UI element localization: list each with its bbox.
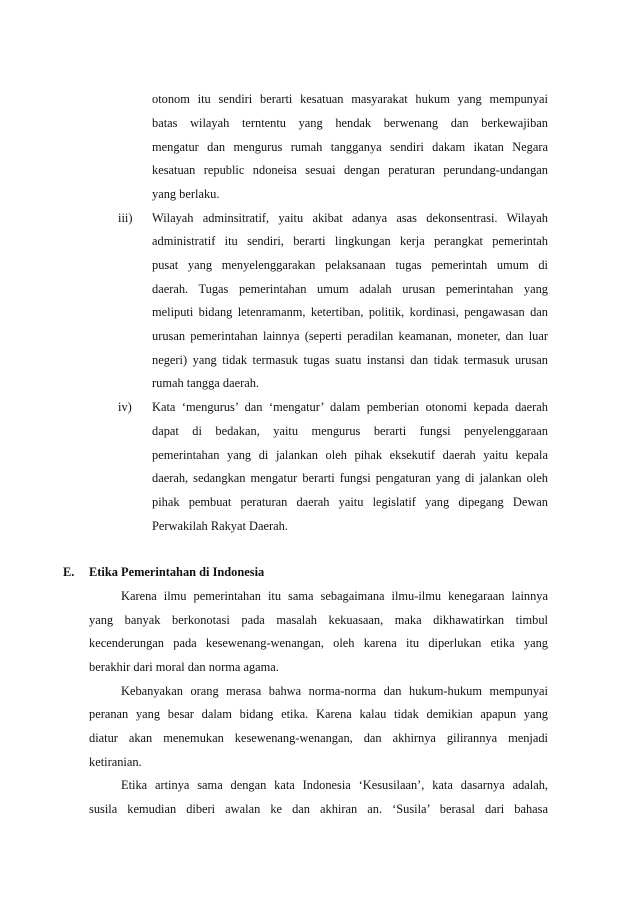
text-line: Perwakilah Rakyat Daerah. [152, 519, 288, 533]
text-line: urusan pemerintahan lainnya (seperti peradilan keamanan, moneter, dan luar [152, 329, 548, 343]
text-line: kesatuan republic ndoneisa sesuai dengan peraturan perundang-undangan [152, 163, 548, 177]
list-marker: iii) [118, 211, 133, 225]
text-line: administratif itu sendiri, berarti lingkungan kerja perangkat pemerintah [152, 234, 548, 248]
text-line: ketiranian. [89, 755, 142, 769]
text-line: rumah tangga daerah. [152, 376, 259, 390]
text-line: daerah, sedangkan mengatur berarti fungsi pengaturan yang di jalankan oleh [152, 471, 548, 485]
text-line: daerah. Tugas pemerintahan umum adalah urusan pemerintahan yang [152, 282, 548, 296]
list-marker: iv) [118, 400, 132, 414]
text-line: pemerintahan yang di jalankan oleh pihak eksekutif daerah yaitu kepala [152, 448, 548, 462]
text-line: pusat yang menyelenggarakan pelaksanaan tugas pemerintah umum di [152, 258, 548, 272]
text-line: mengatur dan mengurus rumah tangganya sendiri dakam ikatan Negara [152, 140, 548, 154]
text-line: Wilayah adminsitratif, yaitu akibat adanya asas dekonsentrasi. Wilayah [152, 211, 548, 225]
text-line: berakhir dari moral dan norma agama. [89, 660, 279, 674]
section-title: Etika Pemerintahan di Indonesia [89, 565, 265, 579]
text-line: batas wilayah terntentu yang hendak berwenang dan berkewajiban [152, 116, 548, 130]
text-line: peranan yang besar dalam bidang etika. Karena kalau tidak demikian apapun yang [89, 707, 548, 721]
text-line: Kata ‘mengurus’ dan ‘mengatur’ dalam pemberian otonomi kepada daerah [152, 400, 548, 414]
text-line: Karena ilmu pemerintahan itu sama sebagaimana ilmu-ilmu kenegaraan lainnya [121, 589, 548, 603]
text-line: meliputi bidang letenramanm, ketertiban, politik, kordinasi, pengawasan dan [152, 305, 548, 319]
section-label: E. [63, 565, 75, 579]
text-line: otonom itu sendiri berarti kesatuan masyarakat hukum yang mempunyai [152, 92, 548, 106]
text-line: Kebanyakan orang merasa bahwa norma-norma dan hukum-hukum mempunyai [121, 684, 548, 698]
text-line: susila kemudian diberi awalan ke dan akhiran an. ‘Susila’ berasal dari bahasa [89, 802, 548, 816]
text-line: yang berlaku. [152, 187, 220, 201]
text-line: dapat di bedakan, yaitu mengurus berarti fungsi penyelenggaraan [152, 424, 548, 438]
text-line: diatur akan menemukan kesewenang-wenangan, dan akhirnya gilirannya menjadi [89, 731, 548, 745]
text-line: Etika artinya sama dengan kata Indonesia ‘Kesusilaan’, kata dasarnya adalah, [121, 778, 548, 792]
text-line: pihak pembuat peraturan daerah yaitu legislatif yang dipegang Dewan [152, 495, 548, 509]
text-line: yang banyak berkonotasi pada masalah kekuasaan, maka dikhawatirkan timbul [89, 613, 548, 627]
text-line: negeri) yang tidak termasuk tugas suatu instansi dan tidak termasuk urusan [152, 353, 548, 367]
text-line: kecenderungan pada kesewenang-wenangan, oleh karena itu diperlukan etika yang [89, 636, 548, 650]
